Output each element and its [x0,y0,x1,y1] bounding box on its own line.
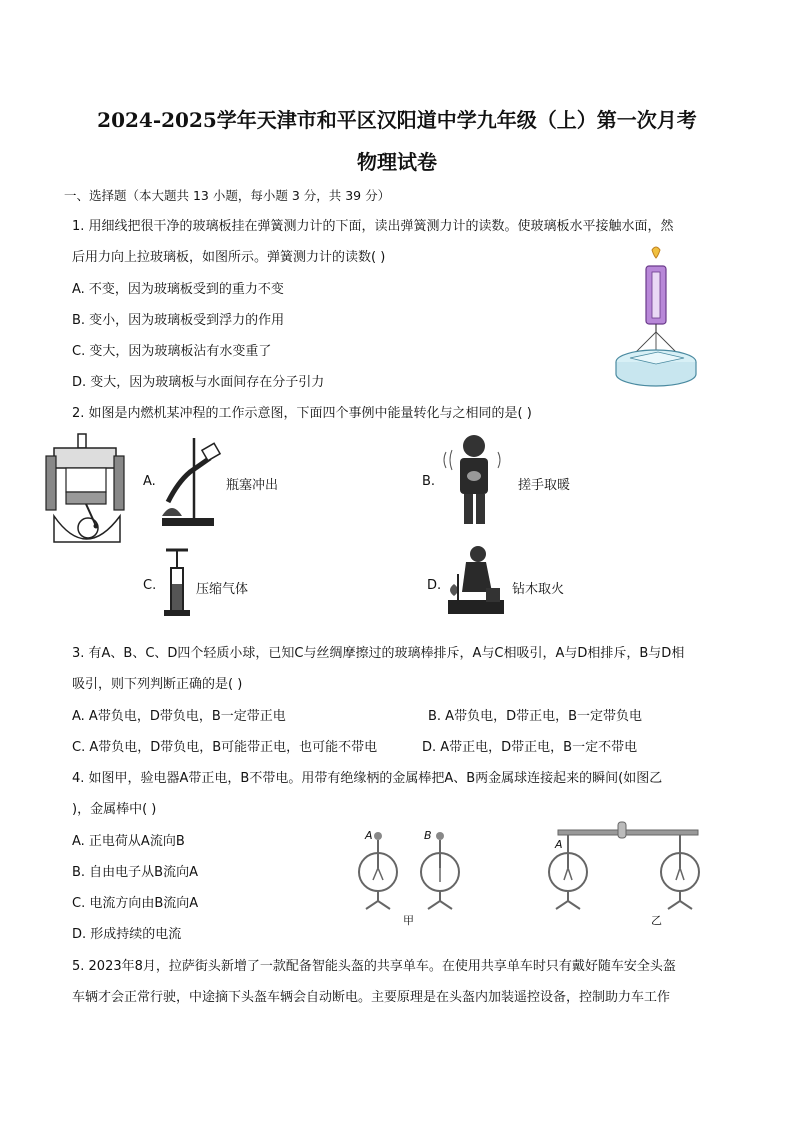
q3-option-a: A. A带负电，D带负电，B一定带正电 [72,709,286,724]
q2-option-b-text: 搓手取暖 [518,478,571,493]
q1-stem-line2: 后用力向上拉玻璃板，如图所示。弹簧测力计的读数( ) [72,250,386,265]
q1-option-a: A. 不变，因为玻璃板受到的重力不变 [72,282,284,297]
drill-wood-figure [444,544,508,618]
q1-stem-line1: 1. 用细线把很干净的玻璃板挂在弹簧测力计的下面，读出弹簧测力计的读数。使玻璃板水平接触水面，然 [72,219,674,234]
q2-option-c-text: 压缩气体 [196,582,249,597]
q2-option-d-letter: D. [427,578,442,593]
label-b-jia: B [424,829,432,842]
electroscopes-jia-figure [358,828,478,912]
section-heading: 一、选择题（本大题共 13 小题，每小题 3 分，共 39 分） [64,188,391,203]
q4-option-c: C. 电流方向由B流向A [72,896,199,911]
q4-option-b: B. 自由电子从B流向A [72,865,198,880]
q2-option-c-letter: C. [143,578,157,593]
q3-stem-line1: 3. 有A、B、C、D四个轻质小球，已知C与丝绸摩擦过的玻璃棒排斥，A与C相吸引，A与D相排斥，B与D相 [72,646,685,661]
q3-option-d: D. A带正电，D带正电，B一定不带电 [422,740,638,755]
q3-option-c: C. A带负电，D带负电，B可能带正电，也可能不带电 [72,740,378,755]
q2-option-b-letter: B. [422,474,436,489]
q2-stem: 2. 如图是内燃机某冲程的工作示意图，下面四个事例中能量转化与之相同的是( ) [72,406,532,421]
exam-subtitle: 物理试卷 [357,150,437,174]
q1-option-c: C. 变大，因为玻璃板沾有水变重了 [72,344,272,359]
q1-option-b: B. 变小，因为玻璃板受到浮力的作用 [72,313,285,328]
q4-option-d: D. 形成持续的电流 [72,927,182,942]
q5-stem-line1: 5. 2023年8月，拉萨街头新增了一款配备智能头盔的共享单车。在使用共享单车时只有戴好随车安全头盔 [72,959,676,974]
q4-stem-line2: )，金属棒中( ) [72,802,157,817]
exam-title: 2024-2025学年天津市和平区汉阳道中学九年级（上）第一次月考 [97,108,697,132]
q2-option-d-text: 钻木取火 [512,582,565,597]
label-a-jia: A [365,829,373,842]
q2-option-a-letter: A. [143,474,156,489]
q3-stem-line2: 吸引，则下列判断正确的是( ) [72,677,243,692]
spring-scale-figure [612,244,704,388]
q2-option-a-text: 瓶塞冲出 [226,478,279,493]
electroscopes-yi-figure [548,818,708,914]
q1-option-d: D. 变大，因为玻璃板与水面间存在分子引力 [72,375,325,390]
label-a-yi: A [555,838,563,851]
q4-option-a: A. 正电荷从A流向B [72,834,185,849]
q5-stem-line2: 车辆才会正常行驶，中途摘下头盔车辆会自动断电。主要原理是在头盔内加装遥控设备，控制助力车工作 [72,990,671,1005]
q3-option-b: B. A带负电，D带正电，B一定带负电 [428,709,643,724]
engine-stroke-figure [44,432,128,550]
label-yi: 乙 [651,914,662,927]
label-jia: 甲 [403,914,414,927]
bottle-cork-figure [156,432,222,530]
rubbing-hands-figure [440,432,506,528]
q4-stem-line1: 4. 如图甲，验电器A带正电，B不带电。用带有绝缘柄的金属棒把A、B两金属球连接起来的瞬间(如图乙 [72,771,663,786]
compress-gas-figure [160,544,194,618]
